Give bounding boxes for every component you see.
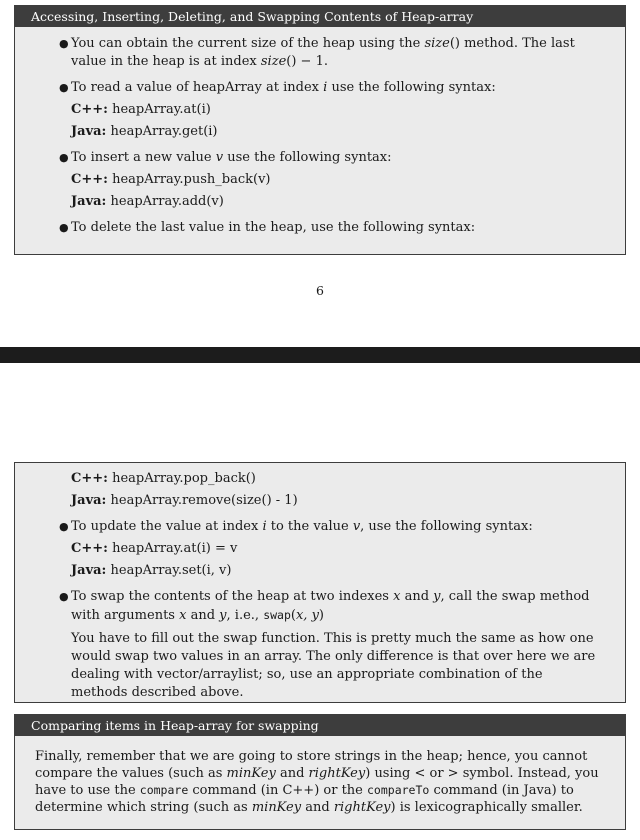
text: and bbox=[301, 800, 334, 815]
box-body bbox=[15, 463, 625, 708]
java-syntax-line bbox=[71, 193, 603, 211]
cpp-label: C++: bbox=[71, 541, 108, 556]
text: and bbox=[400, 589, 434, 604]
math: x bbox=[393, 589, 401, 604]
math: minKey bbox=[251, 800, 302, 815]
java-label: Java: bbox=[71, 124, 107, 139]
math: rightKey bbox=[308, 766, 366, 781]
math: x bbox=[179, 608, 187, 623]
text: () method. The last value in the heap is at index bbox=[71, 36, 575, 69]
text: use the following syntax: bbox=[327, 80, 496, 95]
bullet-icon: ● bbox=[59, 590, 69, 603]
list-item bbox=[15, 518, 603, 580]
text: () − 1. bbox=[286, 54, 328, 69]
math: x, y bbox=[295, 608, 319, 623]
math: i bbox=[262, 519, 267, 534]
text: To swap the contents of the heap at two indexes bbox=[71, 589, 394, 604]
math: y bbox=[219, 608, 227, 623]
text: ( bbox=[290, 608, 296, 623]
bullet-list bbox=[15, 35, 603, 237]
text: command (in Java) to determine which string (such as bbox=[35, 783, 574, 815]
text: ) using < or > symbol. Instead, you have to use the bbox=[35, 766, 599, 798]
swap-explanation: You have to fill out the swap function. This is pretty much the same as how one would swap two values in an array. The only difference is that over here we are dealing with vector/arraylist; so, use an appropriate combination of the methods described above. bbox=[71, 631, 596, 700]
text: command (in C++) or the bbox=[188, 783, 367, 798]
page-number: 6 bbox=[316, 283, 324, 298]
java-syntax-line bbox=[71, 562, 603, 580]
box-title: Comparing items in Heap-array for swapping bbox=[15, 715, 625, 736]
comparing-items-box bbox=[14, 714, 626, 830]
cpp-syntax-line bbox=[15, 470, 603, 488]
text: and bbox=[186, 608, 220, 623]
bullet-list bbox=[15, 518, 603, 702]
math: v bbox=[352, 519, 361, 534]
java-syntax-line bbox=[15, 492, 603, 510]
text: To delete the last value in the heap, use the following syntax: bbox=[71, 220, 476, 235]
heap-array-operations-continued-box bbox=[14, 462, 626, 703]
math: minKey bbox=[226, 766, 276, 781]
text: ) is lexicographically smaller. bbox=[390, 800, 583, 815]
cpp-label: C++: bbox=[71, 172, 108, 187]
math: v bbox=[215, 150, 224, 165]
list-item bbox=[15, 35, 603, 71]
math: size bbox=[260, 54, 287, 69]
text: to the value bbox=[266, 519, 353, 534]
text: , use the following syntax: bbox=[360, 519, 533, 534]
java-syntax-line bbox=[71, 123, 603, 141]
bullet-icon: ● bbox=[59, 81, 69, 94]
text: To insert a new value bbox=[71, 150, 216, 165]
text: ) bbox=[318, 608, 324, 623]
code: heapArray.get(i) bbox=[110, 124, 218, 139]
cpp-syntax-line bbox=[71, 171, 603, 189]
box-body bbox=[15, 736, 625, 822]
box-title: Accessing, Inserting, Deleting, and Swapping Contents of Heap-array bbox=[15, 6, 625, 27]
text: use the following syntax: bbox=[223, 150, 392, 165]
cpp-syntax-line bbox=[71, 101, 603, 119]
bullet-icon: ● bbox=[59, 37, 69, 50]
cpp-label: C++: bbox=[71, 471, 108, 486]
list-item bbox=[15, 219, 603, 237]
code: heapArray.at(i) bbox=[112, 102, 211, 117]
text: To read a value of heapArray at index bbox=[71, 80, 324, 95]
java-label: Java: bbox=[71, 493, 107, 508]
cpp-syntax-line bbox=[71, 540, 603, 558]
bullet-icon: ● bbox=[59, 520, 69, 533]
text: , call the swap method with arguments bbox=[71, 589, 590, 623]
list-item bbox=[15, 588, 603, 702]
text: , i.e., bbox=[226, 608, 264, 623]
code: heapArray.pop_back() bbox=[112, 471, 256, 486]
bullet-icon: ● bbox=[59, 221, 69, 234]
list-item bbox=[15, 149, 603, 211]
text: To update the value at index bbox=[71, 519, 263, 534]
box-body bbox=[15, 27, 625, 243]
list-item bbox=[15, 79, 603, 141]
math: rightKey bbox=[333, 800, 391, 815]
math: i bbox=[323, 80, 328, 95]
text: Finally, remember that we are going to store strings in the heap; hence, you cannot compare the values (such as bbox=[35, 749, 588, 781]
code: heapArray.set(i, v) bbox=[110, 563, 232, 578]
java-label: Java: bbox=[71, 563, 107, 578]
math: y bbox=[433, 589, 441, 604]
code: heapArray.push_back(v) bbox=[112, 172, 271, 187]
code: swap bbox=[263, 608, 291, 622]
java-label: Java: bbox=[71, 194, 107, 209]
code: compare bbox=[139, 783, 189, 797]
code: heapArray.at(i) = v bbox=[112, 541, 238, 556]
text: You can obtain the current size of the heap using the bbox=[71, 36, 425, 51]
bullet-icon: ● bbox=[59, 151, 69, 164]
page-divider bbox=[0, 347, 640, 363]
heap-array-operations-box bbox=[14, 5, 626, 255]
text: and bbox=[275, 766, 309, 781]
code: heapArray.remove(size() - 1) bbox=[110, 493, 298, 508]
math: size bbox=[424, 36, 450, 51]
code: heapArray.add(v) bbox=[110, 194, 224, 209]
cpp-label: C++: bbox=[71, 102, 108, 117]
code: compareTo bbox=[367, 783, 430, 797]
